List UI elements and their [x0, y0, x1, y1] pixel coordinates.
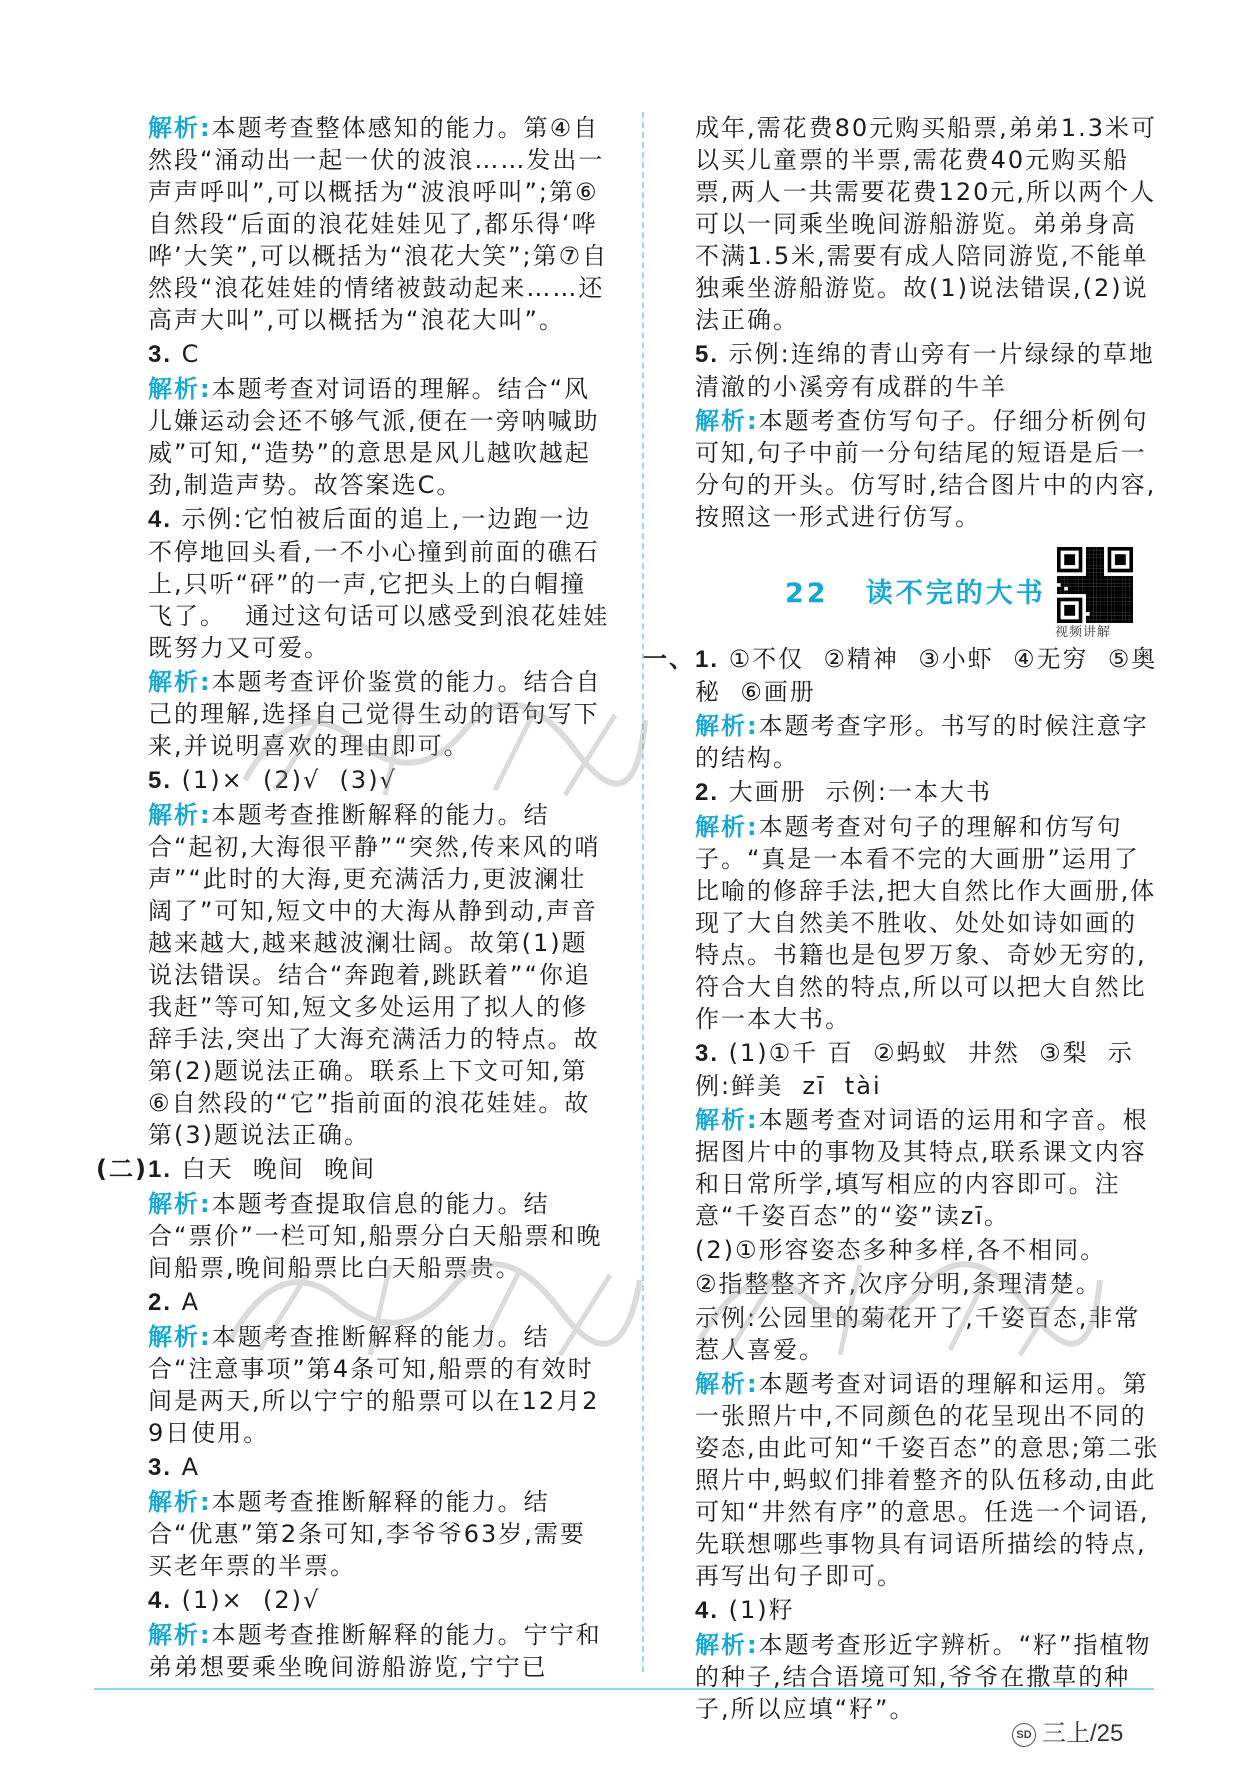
analysis-text: 本题考查形近字辨析。“籽”指植物的种子,结合语境可知,爷爷在撒草的种子,所以应填“籽”。	[695, 1631, 1152, 1723]
left-column	[96, 112, 610, 1685]
answer-item	[148, 1584, 610, 1617]
page-separator: /	[1090, 1720, 1097, 1747]
question-number: 5.	[148, 767, 173, 794]
answer-continuation	[695, 1268, 1160, 1300]
answer-text: (2)①形容姿态多种多样,各不相同。	[695, 1236, 1107, 1264]
analysis-label: 解析:	[695, 1631, 759, 1659]
answer-text: 示例:它怕被后面的追上,一边跑一边不停地回头看,一不小心撞到前面的礁石上,只听“砰”的一声,它把头上的白帽撞飞了。 通过这句话可以感受到浪花娃娃既努力又可爱。	[148, 505, 610, 662]
column-divider	[642, 112, 644, 1672]
answer-text: 大画册 示例:一本大书	[719, 778, 992, 806]
analysis-text: 本题考查评价鉴赏的能力。结合自己的理解,选择自己觉得生动的语句写下来,并说明喜欢的理由即可。	[148, 668, 602, 760]
question-number: 2.	[148, 1289, 173, 1316]
page-number: 25	[1096, 1720, 1124, 1747]
lesson-name: 读不完的大书	[865, 578, 1046, 609]
analysis-text: 本题考查对词语的运用和字音。根据图片中的事物及其特点,联系课文内容和日常所学,填写相应的内容即可。注意“千姿百态”的“姿”读zī。	[695, 1106, 1149, 1230]
analysis-paragraph	[148, 1188, 610, 1284]
section-answer-item	[96, 1153, 610, 1186]
answer-continuation	[695, 1234, 1160, 1266]
answer-text: (1)× (2)√ (3)√	[172, 766, 397, 794]
analysis-text: 本题考查对词语的理解。结合“风儿嫌运动会还不够气派,便在一旁呐喊助威”可知,“造势”的意思是风儿越吹越起劲,制造声势。故答案选C。	[148, 375, 600, 499]
analysis-label: 解析:	[148, 1323, 212, 1351]
question-number: 3.	[148, 341, 173, 368]
analysis-paragraph	[148, 799, 610, 1151]
answer-text: (1)籽	[719, 1596, 795, 1624]
analysis-label: 解析:	[148, 114, 212, 142]
answer-item	[148, 338, 610, 371]
analysis-paragraph	[695, 1629, 1160, 1725]
qr-caption: 视频讲解	[1055, 625, 1112, 640]
question-number: 5.	[695, 341, 720, 368]
analysis-label: 解析:	[148, 1190, 212, 1218]
analysis-label: 解析:	[148, 668, 212, 696]
answer-text: ①不仅 ②精神 ③小虾 ④无穷 ⑤奥秘 ⑥画册	[695, 645, 1158, 706]
answer-item	[148, 764, 610, 797]
answer-text: (1)× (2)√	[172, 1586, 321, 1614]
analysis-text: 本题考查推断解释的能力。宁宁和弟弟想要乘坐晚间游船游览,宁宁已	[148, 1621, 602, 1681]
analysis-label: 解析:	[148, 1488, 212, 1516]
answer-item	[148, 1451, 610, 1484]
answer-continuation	[695, 112, 1160, 336]
analysis-label: 解析:	[695, 1106, 759, 1134]
analysis-paragraph	[695, 710, 1160, 774]
analysis-label: 解析:	[148, 375, 212, 403]
analysis-label: 解析:	[148, 1621, 212, 1649]
answer-item	[148, 503, 610, 664]
section-marker: (二)	[96, 1155, 148, 1183]
question-number: 3.	[148, 1454, 173, 1481]
answer-text: ②指整整齐齐,次序分明,条理清楚。	[695, 1270, 1102, 1298]
analysis-text: 本题考查推断解释的能力。结合“优惠”第2条可知,李爷爷63岁,需要买老年票的半票。	[148, 1488, 586, 1580]
answer-text: A	[172, 1453, 201, 1481]
analysis-text: 本题考查推断解释的能力。结合“注意事项”第4条可知,船票的有效时间是两天,所以宁宁的船票可以在12月29日使用。	[148, 1323, 600, 1447]
analysis-paragraph	[695, 405, 1160, 533]
right-column	[643, 112, 1174, 1727]
grade-label: 三上	[1042, 1720, 1090, 1747]
analysis-label: 解析:	[695, 813, 759, 841]
answer-continuation	[695, 1302, 1160, 1366]
analysis-text: 本题考查对词语的理解和运用。第一张照片中,不同颜色的花呈现出不同的姿态,由此可知“千姿百态”的意思;第二张照片中,蚂蚁们排着整齐的队伍移动,由此可知“井然有序”的意思。任选一个词语,先联想哪些事物具有词语所描绘的特点,再写出句子即可。	[695, 1370, 1160, 1590]
sd-badge-icon: SD	[1012, 1723, 1036, 1747]
analysis-paragraph	[695, 811, 1160, 1035]
answer-item	[695, 338, 1174, 403]
right-column-top	[695, 112, 1174, 533]
answer-text: 示例:连绵的青山旁有一片绿绿的草地 清澈的小溪旁有成群的牛羊	[695, 340, 1174, 401]
answer-text: A	[172, 1288, 201, 1316]
lesson-header	[695, 547, 1160, 640]
analysis-paragraph	[695, 1104, 1160, 1232]
analysis-paragraph	[148, 373, 610, 501]
analysis-text: 本题考查对句子的理解和仿写句子。“真是一本看不完的大画册”运用了比喻的修辞手法,把大自然比作大画册,体现了大自然美不胜收、处处如诗如画的特点。书籍也是包罗万象、奇妙无穷的,符合大自然的特点,所以可以把大自然比作一本大书。	[695, 813, 1157, 1033]
analysis-text: 本题考查推断解释的能力。结合“起初,大海很平静”“突然,传来风的哨声”“此时的大海,更充满活力,更波澜壮阔了”可知,短文中的大海从静到动,声音越来越大,越来越波澜壮阔。故第(1)题说法错误。结合“奔跑着,跳跃着”“你追我赶”等可知,短文多处运用了拟人的修辞手法,突出了大海充满活力的特点。故第(2)题说法正确。联系上下文可知,第⑥自然段的“它”指前面的浪花娃娃。故第(3)题说法正确。	[148, 801, 601, 1149]
analysis-text: 本题考查提取信息的能力。结合“票价”一栏可知,船票分白天船票和晚间船票,晚间船票比白天船票贵。	[148, 1190, 603, 1282]
answer-item	[695, 776, 1160, 809]
analysis-text: 本题考查整体感知的能力。第④自然段“涌动出一起一伏的波浪……发出一声声呼叫”,可以概括为“波浪呼叫”;第⑥自然段“后面的浪花娃娃见了,都乐得‘哗哗’大笑”,可以概括为“浪花大笑”;第⑦自然段“浪花娃娃的情绪被鼓动起来……还高声大叫”,可以概括为“浪花大叫”。	[148, 114, 609, 334]
question-number: 4.	[695, 1597, 720, 1624]
analysis-paragraph	[148, 1619, 610, 1683]
question-number: 4.	[148, 1587, 173, 1614]
analysis-paragraph	[695, 1368, 1160, 1592]
section-marker: 一、	[643, 645, 695, 673]
question-number: 3.	[695, 1040, 720, 1067]
right-column-bottom	[643, 643, 1160, 1725]
answer-item	[695, 1594, 1160, 1627]
analysis-label: 解析:	[695, 1370, 759, 1398]
answer-text: 白天 晚间 晚间	[172, 1155, 377, 1183]
page-footer	[1012, 1718, 1123, 1750]
question-number: 2.	[695, 779, 720, 806]
analysis-paragraph	[148, 666, 610, 762]
answer-text: C	[172, 340, 201, 368]
qr-code-icon[interactable]	[1057, 547, 1133, 623]
analysis-label: 解析:	[695, 712, 759, 740]
footer-rule	[94, 1688, 1154, 1690]
answer-text: (1)①千 百 ②蚂蚁 井然 ③梨 示例:鲜美 zī tài	[695, 1039, 1134, 1100]
question-number: 4.	[148, 506, 173, 533]
question-number: 1.	[695, 646, 720, 673]
analysis-paragraph	[148, 1486, 610, 1582]
answer-item	[148, 1286, 610, 1319]
analysis-label: 解析:	[695, 407, 759, 435]
answer-text: 成年,需花费80元购买船票,弟弟1.3米可以买儿童票的半票,需花费40元购买船票,两人一共需要花费120元,所以两个人可以一同乘坐晚间游船游览。弟弟身高不满1.5米,需要有成人陪同游览,不能单独乘坐游船游览。故(1)说法错误,(2)说法正确。	[695, 114, 1157, 334]
lesson-title	[785, 577, 1046, 611]
answer-item	[695, 1037, 1160, 1102]
lesson-number: 22	[785, 578, 829, 609]
analysis-paragraph	[148, 1321, 610, 1449]
answer-text: 示例:公园里的菊花开了,千姿百态,非常惹人喜爱。	[695, 1304, 1141, 1364]
question-number: 1.	[148, 1156, 173, 1183]
analysis-paragraph	[148, 112, 610, 336]
analysis-text: 本题考查字形。书写的时候注意字的结构。	[695, 712, 1149, 772]
analysis-text: 本题考查仿写句子。仔细分析例句可知,句子中前一分句结尾的短语是后一分句的开头。仿写时,结合图片中的内容,按照这一形式进行仿写。	[695, 407, 1157, 531]
analysis-label: 解析:	[148, 801, 212, 829]
section-answer-item	[643, 643, 1160, 708]
